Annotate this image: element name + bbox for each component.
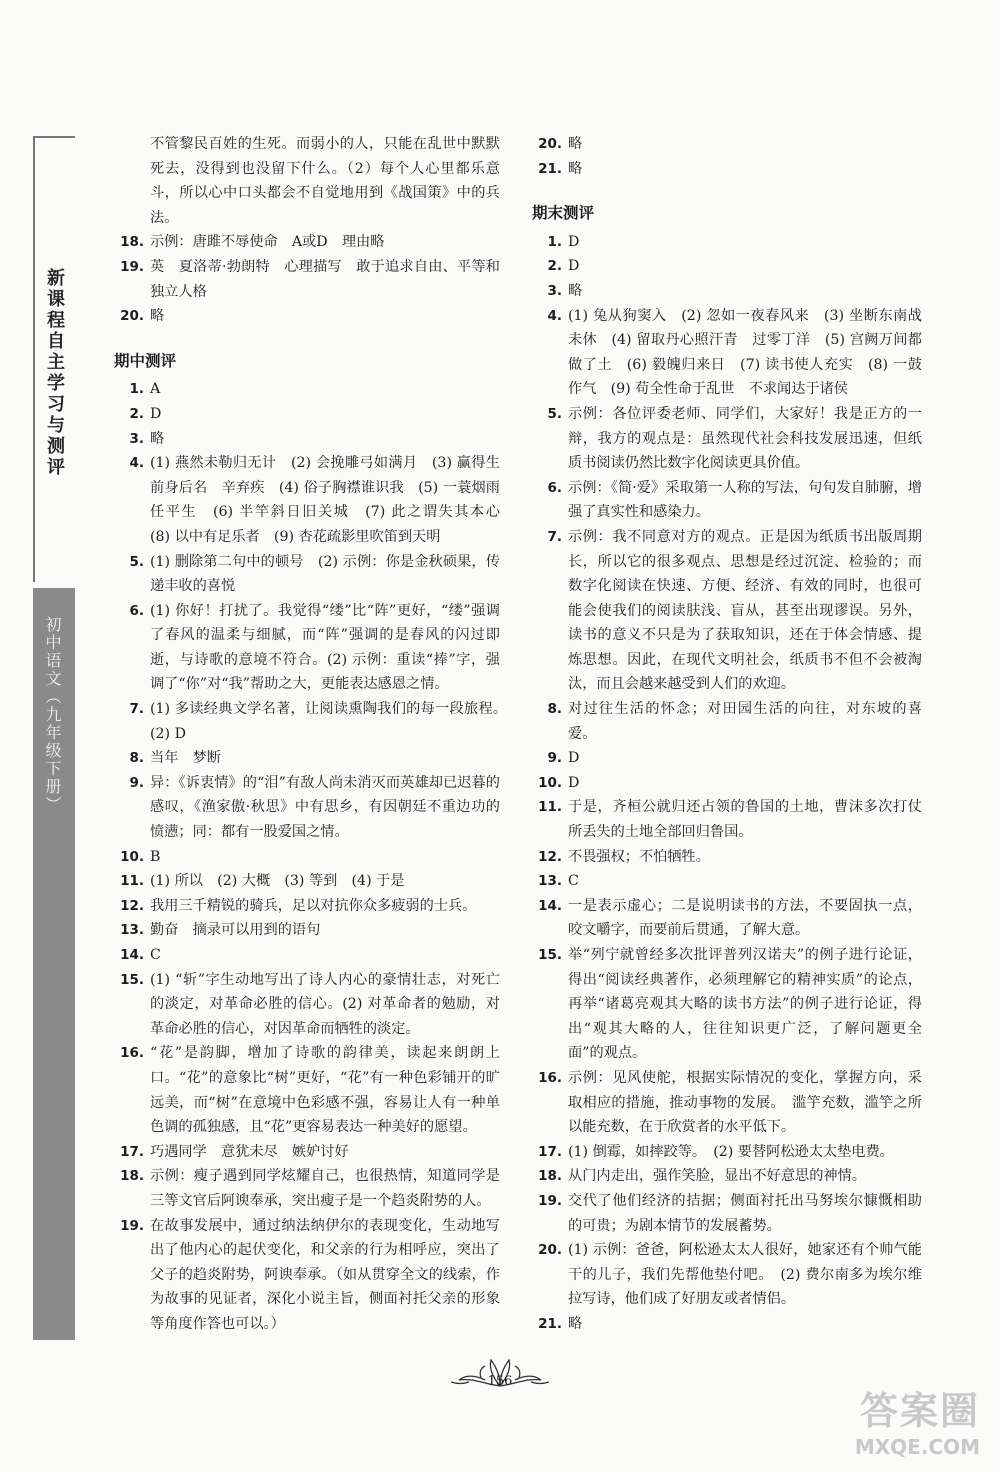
answer-item bbox=[530, 525, 922, 697]
answer-number: 8. bbox=[547, 701, 562, 718]
answer-text: 对过往生活的怀念；对田园生活的向往，对东坡的喜爱。 bbox=[568, 701, 922, 742]
answer-text: (1) 所以 (2) 大概 (3) 等到 (4) 于是 bbox=[150, 873, 405, 890]
answer-item bbox=[530, 157, 922, 182]
answer-text: 略 bbox=[568, 282, 583, 299]
answer-number: 12. bbox=[538, 848, 562, 865]
page-number: 156 bbox=[487, 1374, 513, 1389]
answer-item bbox=[112, 255, 500, 304]
answer-number: 17. bbox=[120, 1143, 144, 1160]
answer-text: D bbox=[568, 774, 580, 791]
answer-item bbox=[530, 1238, 922, 1312]
answer-text: 示例：见风使舵，根据实际情况的变化，掌握方向，采取相应的措施，推动事物的发展。 滥竽充数，滥竽之所以能充数，在于欣赏者的水平低下。 bbox=[568, 1069, 922, 1136]
answer-text: (1) 倒霉，如摔跤等。 (2) 要替阿松逊太太垫电费。 bbox=[568, 1143, 894, 1160]
answer-item bbox=[530, 771, 922, 796]
answer-number: 15. bbox=[538, 947, 562, 963]
answer-text: 略 bbox=[568, 160, 583, 177]
answer-number: 7. bbox=[129, 701, 144, 718]
sidebar-series-block bbox=[33, 136, 75, 582]
answer-item bbox=[530, 1164, 922, 1189]
answer-number: 10. bbox=[120, 848, 144, 865]
answer-text: 当年 梦断 bbox=[150, 750, 221, 767]
answer-number: 4. bbox=[129, 455, 144, 472]
page-footer bbox=[440, 1356, 560, 1416]
answer-item bbox=[112, 845, 500, 870]
answer-text: 示例：瘦子遇到同学炫耀自己，也很热情，知道同学是三等文官后阿谀奉承，突出瘦子是一个趋炎附势的人。 bbox=[150, 1168, 500, 1209]
answer-number: 7. bbox=[547, 528, 562, 545]
answer-text: C bbox=[568, 873, 579, 890]
answer-text: 略 bbox=[568, 136, 583, 152]
answer-item bbox=[112, 1140, 500, 1165]
answer-item bbox=[112, 771, 500, 845]
answer-text: 于是，齐桓公就归还占领的鲁国的土地，曹沫多次打仗所丢失的土地全部回归鲁国。 bbox=[568, 799, 922, 841]
left-column bbox=[112, 132, 515, 1337]
answer-number: 1. bbox=[129, 381, 144, 398]
answer-text: 不畏强权；不怕牺牲。 bbox=[568, 848, 710, 865]
answer-text: 示例：我不同意对方的观点。正是因为纸质书出版周期长，所以它的很多观点、思想是经过沉淀、检验的；而数字化阅读在快速、方便、经济、有效的同时，也很可能会使我们的阅读肤浅、盲从，甚至出现谬误。另外，读书的意义不只是为了获取知识，还在于体会情感、提炼思想。因此，在现代文明社会，纸质书不但不会被淘汰，而且会越来越受到人们的欢迎。 bbox=[568, 528, 922, 693]
answer-number: 5. bbox=[547, 405, 562, 422]
answer-number: 20. bbox=[120, 308, 144, 325]
answer-item bbox=[530, 476, 922, 525]
answer-item bbox=[530, 795, 922, 844]
answer-number: 11. bbox=[538, 799, 562, 816]
answer-number: 18. bbox=[120, 234, 144, 251]
answer-number: 9. bbox=[547, 750, 562, 767]
book-title: 初中语文（九年级下册） bbox=[43, 616, 62, 814]
answer-number: 9. bbox=[129, 774, 144, 791]
answer-text: 巧遇同学 意犹未尽 嫉妒讨好 bbox=[150, 1143, 349, 1160]
answer-text: D bbox=[150, 405, 162, 422]
answer-item bbox=[112, 918, 500, 943]
answer-item bbox=[112, 304, 500, 329]
answer-text: 交代了他们经济的拮据；侧面衬托出马努埃尔慷慨相助的可贵；为剧本情节的发展蓄势。 bbox=[568, 1192, 922, 1234]
answer-number: 14. bbox=[120, 947, 144, 963]
answer-number: 16. bbox=[120, 1045, 144, 1062]
answer-number: 8. bbox=[129, 750, 144, 767]
answer-text: (1) 燕然未勒归无计 (2) 会挽雕弓如满月 (3) 赢得生前身后名 辛弃疾 (4) 俗子胸襟谁识我 (5) 一蓑烟雨任平生 (6) 半竿斜日旧关城 (7) 此之谓失其本心 (8) 以中有足乐者 (9) 杏花疏影里吹笛到天明 bbox=[150, 455, 515, 545]
answer-number: 10. bbox=[538, 774, 562, 791]
answer-number: 19. bbox=[538, 1192, 562, 1209]
answer-item bbox=[112, 230, 500, 255]
answer-item bbox=[530, 1140, 922, 1165]
answer-item bbox=[530, 402, 922, 476]
answer-text: D bbox=[568, 750, 580, 767]
answer-item bbox=[530, 254, 922, 279]
answer-text: 异：《诉衷情》的“泪”有敌人尚未消灭而英雄却已迟暮的感叹，《渔家傲·秋思》中有思乡，有因朝廷不重边功的愤懑；同：都有一股爱国之情。 bbox=[150, 774, 500, 841]
answer-item bbox=[112, 402, 500, 427]
answer-number: 16. bbox=[538, 1069, 562, 1086]
answer-item bbox=[530, 943, 922, 1066]
answer-text: 略 bbox=[150, 308, 165, 325]
answer-number: 6. bbox=[547, 479, 562, 496]
answer-text: 略 bbox=[568, 1315, 583, 1332]
answer-text: (1) 示例：爸爸，阿松逊太太人很好，她家还有个帅气能干的儿子，我们先帮他垫付吧。 (2) 费尔南多为埃尔维拉写诗，他们成了好朋友或者情侣。 bbox=[568, 1242, 922, 1308]
section-title-midterm: 期中测评 bbox=[114, 351, 177, 370]
answer-text: (1) 你好！打扰了。我觉得“缕”比“阵”更好，“缕”强调了春风的温柔与细腻，而“阵”强调的是春风的闪过即逝，与诗歌的意境不符合。(2) 示例：重读“捧”字，强调了“你”对“我”帮助之大，更能表达感恩之情。 bbox=[150, 602, 500, 693]
answer-item bbox=[530, 1189, 922, 1238]
answer-number: 3. bbox=[129, 430, 144, 447]
answer-text: D bbox=[568, 258, 580, 275]
answer-number: 13. bbox=[120, 922, 144, 939]
answer-item bbox=[112, 599, 500, 697]
answer-item bbox=[112, 377, 500, 402]
answer-number: 11. bbox=[120, 873, 144, 890]
answer-text: 从门内走出，强作笑脸，显出不好意思的神情。 bbox=[568, 1168, 866, 1185]
answer-text: 示例：唐雎不辱使命 A或D 理由略 bbox=[150, 234, 385, 251]
answer-item bbox=[112, 1214, 500, 1337]
answer-text: 我用三千精锐的骑兵，足以对抗你众多疲弱的士兵。 bbox=[150, 897, 477, 914]
answer-item bbox=[530, 869, 922, 894]
answer-text: A bbox=[150, 381, 161, 398]
watermark-logo-text: 答案圈 bbox=[859, 1389, 980, 1433]
answer-text: D bbox=[568, 233, 580, 250]
watermark-url: MXQE.COM bbox=[854, 1435, 980, 1459]
answer-item bbox=[112, 869, 500, 894]
answer-text: 示例：《简·爱》采取第一人称的写法，句句发自肺腑，增强了真实性和感染力。 bbox=[568, 479, 922, 521]
answer-number: 5. bbox=[129, 553, 144, 570]
answer-text: 一是表示虚心；二是说明读书的方法，不要固执一点，咬文嚼字，而要前后贯通，了解大意。 bbox=[568, 897, 922, 939]
answer-item bbox=[530, 845, 922, 870]
answer-item bbox=[530, 1066, 922, 1140]
continued-text: 不管黎民百姓的生死。而弱小的人，只能在乱世中默默死去，没得到也没留下什么。（2）每个人心里都乐意斗，所以心中口头都会不自觉地用到《战国策》中的兵法。 bbox=[150, 136, 500, 226]
answer-item bbox=[112, 451, 515, 549]
answer-text: B bbox=[150, 848, 161, 865]
answer-number: 19. bbox=[120, 258, 144, 275]
answer-item bbox=[112, 746, 500, 771]
answer-item bbox=[530, 746, 922, 771]
answer-number: 12. bbox=[120, 897, 144, 914]
answer-text: (1) 兔从狗窦入 (2) 忽如一夜春风来 (3) 坐断东南战未休 (4) 留取丹心照汗青 过零丁洋 (5) 宫阙万间都做了土 (6) 毅魄归来日 (7) 读书使人充实 (8) 一鼓作气 (9) 苟全性命于乱世 不求闻达于诸侯 bbox=[568, 307, 922, 398]
answer-text: (1) 删除第二句中的顿号 (2) 示例：你是金秋硕果，传递丰收的喜悦 bbox=[150, 553, 500, 595]
answer-number: 20. bbox=[538, 1242, 562, 1259]
right-column bbox=[530, 132, 922, 1337]
answer-text: 示例：各位评委老师、同学们，大家好！我是正方的一辩，我方的观点是：虽然现代社会科技发展迅速，但纸质书阅读仍然比数字化阅读更具价值。 bbox=[568, 405, 922, 472]
answer-item bbox=[530, 894, 922, 943]
answer-item bbox=[530, 1312, 922, 1337]
answer-item bbox=[112, 968, 500, 1042]
section-title-final: 期末测评 bbox=[532, 204, 595, 223]
answer-item bbox=[530, 230, 922, 255]
sidebar-book-block bbox=[33, 588, 75, 1340]
answer-item bbox=[112, 697, 515, 746]
answer-number: 18. bbox=[538, 1168, 562, 1185]
answer-item bbox=[112, 894, 500, 919]
answer-text: 英 夏洛蒂·勃朗特 心理描写 敢于追求自由、平等和独立人格 bbox=[150, 258, 500, 300]
series-title: 新课程自主学习与测评 bbox=[44, 268, 65, 478]
answer-number: 4. bbox=[547, 307, 562, 324]
answer-number: 21. bbox=[538, 1315, 562, 1332]
answer-item bbox=[112, 1041, 500, 1139]
answer-number: 15. bbox=[120, 971, 144, 988]
answer-text: C bbox=[150, 947, 161, 963]
answer-number: 2. bbox=[547, 258, 562, 275]
answer-number: 17. bbox=[538, 1143, 562, 1160]
answer-text: 举“列宁就曾经多次批评普列汉诺夫”的例子进行论证，得出“阅读经典著作，必须理解它的精神实质”的论点，再举“诸葛亮观其大略的读书方法”的例子进行论证，得出“观其大略的人，往往知识更广泛，了解问题更全面”的观点。 bbox=[568, 947, 922, 1062]
answer-number: 14. bbox=[538, 897, 562, 914]
answer-number: 6. bbox=[129, 602, 144, 619]
answer-text: (1) “斩”字生动地写出了诗人内心的豪情壮志，对死亡的淡定，对革命必胜的信心。(2) 对革命者的勉励，对革命必胜的信心，对因革命而牺牲的淡定。 bbox=[150, 971, 500, 1037]
answer-number: 21. bbox=[538, 160, 562, 177]
answer-item bbox=[112, 1164, 500, 1213]
answer-number: 1. bbox=[547, 233, 562, 250]
answer-text: 略 bbox=[150, 430, 165, 447]
answer-number: 2. bbox=[129, 405, 144, 422]
answer-number: 3. bbox=[547, 282, 562, 299]
answer-item bbox=[530, 697, 922, 746]
answer-number: 18. bbox=[120, 1168, 144, 1185]
answer-item bbox=[530, 304, 922, 402]
answer-item bbox=[112, 427, 500, 452]
answer-text: 勤奋 摘录可以用到的语句 bbox=[150, 922, 321, 939]
answer-text: 在故事发展中，通过纳法纳伊尔的表现变化，生动地写出了他内心的起伏变化，和父亲的行为相呼应，突出了父子的趋炎附势，阿谀奉承。（如从贯穿全文的线索，作为故事的见证者，深化小说主旨，侧面衬托父亲的形象等角度作答也可以。） bbox=[150, 1217, 500, 1332]
answer-item bbox=[530, 132, 922, 157]
watermark bbox=[855, 1380, 980, 1459]
answer-number: 20. bbox=[538, 136, 562, 152]
answer-number: 19. bbox=[120, 1217, 144, 1234]
answer-item bbox=[112, 943, 500, 968]
answer-item bbox=[112, 550, 500, 599]
answer-text: (1) 多读经典文学名著，让阅读熏陶我们的每一段旅程。 (2) D bbox=[150, 701, 515, 742]
answer-item bbox=[530, 279, 922, 304]
answer-text: “花”是韵脚，增加了诗歌的韵律美，读起来朗朗上口。“花”的意象比“树”更好，“花”有一种色彩铺开的旷远美，而“树”在意境中色彩感不强，容易让人有一种单色调的孤独感，且“花”更容易表达一种美好的愿望。 bbox=[150, 1045, 500, 1136]
answer-number: 13. bbox=[538, 873, 562, 890]
